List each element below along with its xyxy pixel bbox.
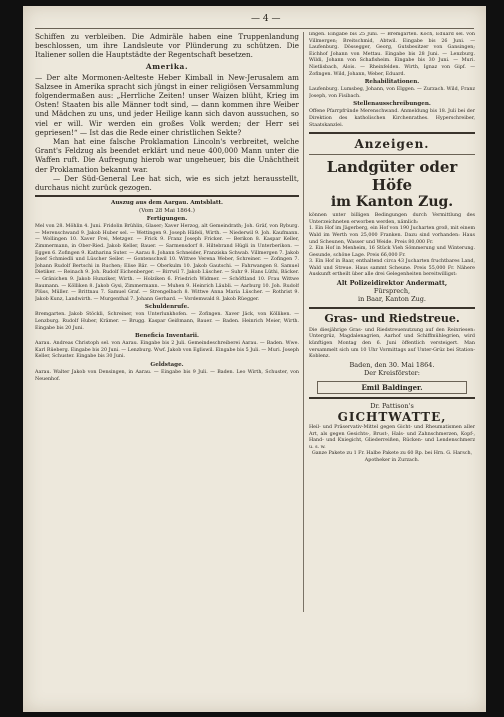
column-separator (303, 32, 304, 612)
ad-streue (309, 312, 475, 394)
ad1-item-1: 1. Ein Hof im Jägerberg, ein Hof von 190 Jucharten groß, mit einem Wald im Werth von 25,000 Franken. Dazu sind vorhanden: Haus und Scheunen, Wasser und Weide. Preis 80,000 Fr. (309, 226, 475, 245)
list-rehabilitationen: Laufenburg. Lumsbeg, Johann, von Elggen. — Zurzach. Wild, Franz Joseph, von Fisibach. (309, 87, 475, 99)
heading-fertigungen: Fertigungen. (146, 216, 188, 223)
section-rule (35, 195, 299, 197)
header-rule (35, 28, 474, 29)
ad1-item-2: 2. Ein Hof in Menheim, 16 Stück Vieh Sömmerung und Winterung. Gesunde, schöne Lage. Preis 66,000 Fr. (309, 246, 475, 258)
heading-stellen: Stellenausschreibungen. (353, 101, 431, 108)
newspaper-page (23, 6, 486, 712)
list-beneficia: Aarau. Andreas Christoph sel. von Aarau. Eingabe bis 2 Juli. Gemeindeschreiberei Aarau. — Baden. Wwe. Karl Rüeberg. Eingabe bis 20 Juni. — Lenzburg. Wwf. Jakob von Egliswil. Eingabe bis 5 Juli. — Muri. Joseph Keller, Schuster. Eingabe bis 30 Juni. (35, 341, 299, 360)
heading-beneficia: Beneficia Inventarii. (135, 333, 199, 340)
heading-amtsblatt: Auszug aus dem Aargau. Amtsblatt. (111, 200, 223, 207)
ad2-signature: Emil Baldinger. (317, 381, 467, 394)
ad1-title: Landgüter oder Höfe (326, 158, 458, 195)
ad-rule-3 (309, 397, 475, 399)
article-mormon: — Der alte Mormonen-Aelteste Heber Kimball in New-Jerusalem am Salzsee in Amerika spracht sich jüngst in einer religiösen Versammlung folgendermaßen aus: „Herrliche Zeiten! unser Waizen blüht, Krieg im Osten! Staaten bis alle Männer todt sind, — dann kommen ihre Weiber und Mädchen zu uns, und jeder Heilige kann sich davon aussuchen, so viel er will. Wir werden ein großes Volk werden; der Herr sei gepriesen!“ — Ist das die Rede einer christlichen Sekte? (35, 72, 299, 137)
page-number: — 4 — (251, 14, 281, 24)
ad3-body: Heil- und Präservativ-Mittel gegen Gicht- und Rheumatismen aller Art, als gegen Gesichts-, Brust-, Hals- und Zahnschmerzen, Kopf-, Hand- und Kniegicht, Gliederreißen, Rücken- und Lendenschmerz u. s. w. (309, 425, 475, 450)
ad3-prices: Ganze Pakete zu 1 Fr. Halbe Pakete zu 60 Rp. bei Hrn. G. Harsch, Apotheker in Zurzach. (311, 451, 473, 464)
ads-rule (309, 132, 475, 134)
left-column (35, 32, 299, 704)
heading-amerika: Amerika. (145, 61, 189, 71)
list-stellen: Offene Pfarrpfründe Merenschwand. Anmeldung bis 18. Juli bei der Direktion des katholischen Kirchenrathes. Hyperschreiber, Staatskanzlei. (309, 109, 475, 128)
ad-rule-2 (309, 307, 475, 309)
ad1-signature: Alt Polizeidirektor Andermatt, (336, 279, 448, 288)
ad-gichtwatte (309, 402, 475, 465)
heading-anzeigen: Anzeigen. (354, 137, 430, 152)
ad1-signature-place: in Baar, Kanton Zug. (357, 295, 426, 304)
list-schuldenrufe: Bremgarten. Jakob Stöckli, Schreiner, von Unterlunkhofen. — Zofingen. Xaver Jäck, von Kölliken. — Lenzburg. Rudolf Huber, Krämer. — Brugg. Kaspar Geißmann, Bauer. — Baden. Heinrich Meier, Wirth. Eingabe bis 20 Juni. (35, 312, 299, 331)
ad2-sign-title: Der Kreisförster: (364, 369, 420, 378)
article-lee: — Der Süd-General Lee hat sich, wie es sich jetzt herausstellt, durchaus nicht zurück gezogen. (35, 173, 299, 193)
ad-rule (309, 154, 475, 155)
list-continued: lingen. Eingabe bis 25 Juni. — Bremgarten. Koch, Eduard sel. von Villmergen; Breitschmid, Abtwil. Eingabe bis 26 Juni. — Laufenburg. Dössegger, Georg, Gutsbesitzer von Gansingen; Eichhof Johann von Mettau. Eingabe bis 28 Juni. — Lenzburg. Wildi, Johann von Schafisheim. Eingabe bis 30 Juni. — Muri. Nietlisbach, Alois. — Rheinfelden. Wirth, Ignaz von Gipf. — Zofingen. Wild, Johann, Weber, Eduard. (309, 32, 475, 77)
ad1-intro: können unter billigen Bedingungen durch Vermittlung des Unterzeichneten erworben werden, nämlich: (309, 213, 475, 225)
ad3-pre: Dr. Pattison's (370, 401, 414, 410)
list-geldstage: Aarau. Walter Jakob von Densingen, in Aarau. — Eingabe bis 9 Juli. — Baden. Leo Wirth, Schuster, von Neuenhof. (35, 369, 299, 382)
article-italy: Schiffen zu verbleiben. Die Admiräle haben eine Truppenlandung beschlossen, um ihre Landsleute vor Plünderung zu schützen. Die Italiener sollen die Hauptstädte der Regentschaft besetzen. (35, 32, 299, 60)
ad1-subtitle: im Kanton Zug. (330, 194, 454, 211)
ad2-body: Die diesjährige Gras- und Riedstreuenutzung auf den Reinriesen: Untergrüz, Magdalenagrien, Aarhof und Schiffmühlegrien, wird künftigen Montag den 6. Juni öffentlich versteigert. Man versammelt sich um 10 Uhr Vormittags auf Unter-Grüz bei Station-Koblenz. (309, 327, 475, 360)
ad3-title: GICHTWATTE, (337, 410, 447, 425)
heading-geldstage: Geldstage. (150, 361, 184, 368)
heading-rehabilitationen: Rehabilitationen. (364, 79, 420, 86)
list-fertigungen: Mel von 28. Möhlin 4. Juni. Fridolin Brühlin, Glaser; Xaver Herzog, alt Gemeindrath; Joh. Gräf, von Ryburg. — Merenschwand 9. Jakob Huber sel. — Wettingen 9. Joseph Häfeli, Wirth. — Niederwil 9. Joh. Kaufmann. — Wollingen 10. Xaver Frei, Metzger. — Frick 9. Franz Joseph Fricker. — Berikon 8. Kaspar Keller, Zimmermann, in Ober-Ried. Jakob Keller, Bauer. — Sarmensdorf 8. Hiltebrand Hügli in Unterberikon. — Eggen 6. Zofingen 9. Katharina Suter. — Aarau 8. Johann Schneider, Franziska Schwab. Villmergen 7. Jakob Josef Schmiedli und Lüscher Seiler. — Gontenschwil 10. Wittwe Verena Weber, Schreiner. — Zofingen 7. Johann Rudolf Bertschi in Ruchen; Elise Bär. — Oberkulm 10. Jakob Gautschi. — Fahrwangen 8. Samuel Dietiker. — Reinach 9. Joh. Rudolf Eichenberger. — Birrwil 7. Jakob Lüscher. — Suhr 9. Hans Lüthi, Bäcker. — Gränichen 9. Jakob Hunziker, Wirth. — Holziken 6. Friedrich Widmer. — Schöftland 10. Frau Wittwe Baumann. — Kölliken 8. Jakob Gysi, Zimmermann. — Muhen 9. Heinrich Läubli. — Aarburg 10. Joh. Rudolf Plüss, Müller. — Brittnau 7. Samuel Graf. — Strengelbach 8. Wittwe Anna Maria Lüscher. — Rothrist 9. Jakob Kunz, Landwirth. — Murgenthal 7. Johann Gerhard. — Vordemwald 8. Jakob Rüegger. (35, 224, 299, 302)
ad-landgueter (309, 158, 475, 304)
ad1-signature-title: Fürsprech, (373, 287, 411, 296)
ad2-title: Gras- und Riedstreue. (324, 311, 460, 325)
heading-date: (Vom 28 Mai 1864.) (139, 208, 195, 215)
article-lincoln: Man hat eine falsche Proklamation Lincoln's verbreitet, welche Grant's Feldzug als beendet erklärt und neue 400,000 Mann unter die Waffen ruft. Die Aufregung hierob war ungeheuer, bis die Unächtheit der Proklamation bekannt war. (35, 137, 299, 174)
heading-schuldenrufe: Schuldenrufe. (144, 304, 190, 311)
ad1-item-3: 3. Ein Hof in Baar, enthaltend circa 43 Jucharten fruchtbares Land, Wald und Streue. Haus sammt Scheune. Preis 55,000 Fr. Nähere Auskunft ertheilt über alle drei Gelegenheiten bereitwilligst: (309, 259, 475, 278)
right-column (309, 32, 475, 704)
ad2-date: Baden, den 30. Mai 1864. (349, 360, 435, 369)
